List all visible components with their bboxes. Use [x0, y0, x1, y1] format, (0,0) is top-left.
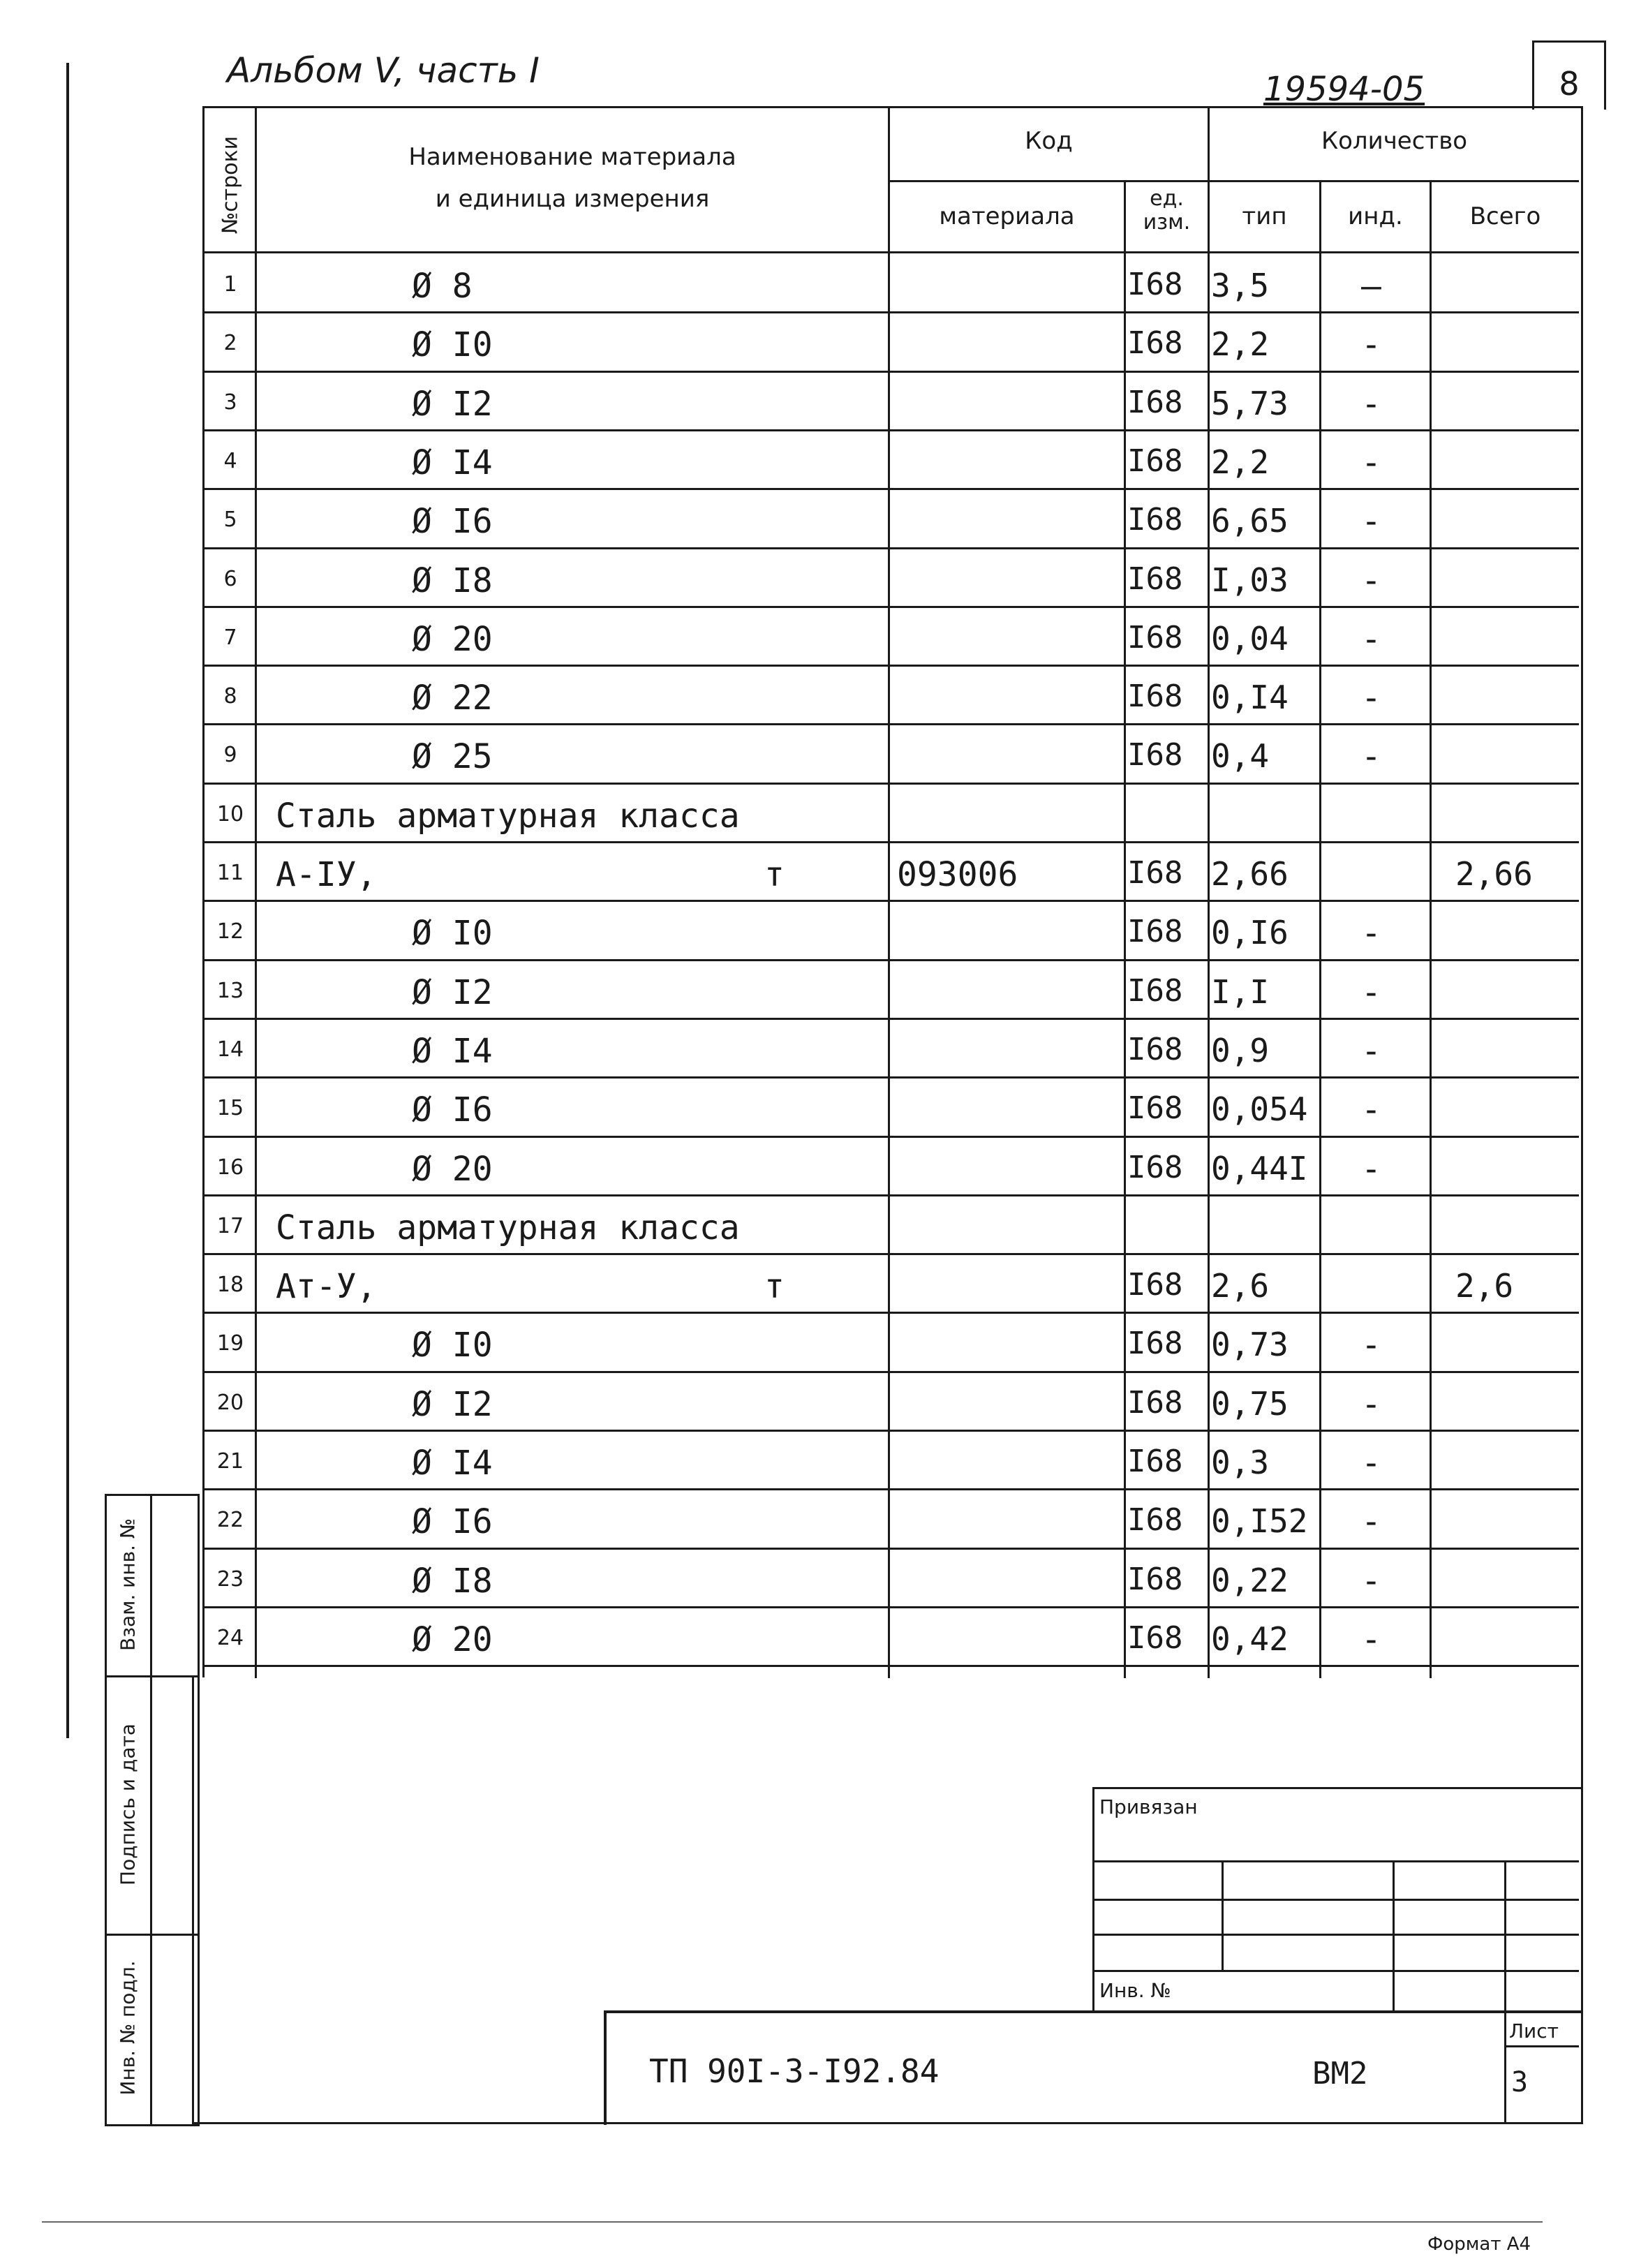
col-divider-name — [888, 106, 890, 1678]
qty-ind: - — [1361, 914, 1381, 954]
row-number: 8 — [223, 684, 237, 709]
material-name: Сталь арматурная класса — [276, 796, 740, 836]
row-number: 11 — [216, 861, 244, 885]
col-header-name-line1: Наименование материала — [408, 143, 736, 171]
qty-type: 0,75 — [1211, 1384, 1289, 1423]
material-name: Ø I8 — [412, 561, 493, 600]
qty-type: 0,I6 — [1211, 914, 1289, 952]
material-name: Ø 20 — [412, 619, 493, 659]
qty-ind: - — [1361, 737, 1381, 777]
side-stamp-podpis-data: Подпись и дата — [116, 1724, 139, 1885]
qty-type: 0,44I — [1211, 1149, 1308, 1187]
row-divider — [202, 429, 1579, 431]
qty-ind: - — [1361, 1561, 1381, 1601]
material-name: Ø I0 — [412, 1326, 493, 1365]
row-divider — [202, 1194, 1579, 1196]
unit-code: I68 — [1127, 1384, 1183, 1421]
qty-type: 0,42 — [1211, 1620, 1289, 1658]
row-divider — [202, 1606, 1579, 1608]
material-name: Ø I6 — [412, 1502, 493, 1542]
col-divider-unit — [1208, 106, 1210, 1678]
col-header-code-unit: ед. изм. — [1143, 186, 1191, 235]
material-name: Ат-У, — [276, 1267, 377, 1307]
col-divider-ind — [1430, 181, 1432, 1678]
qty-ind: - — [1361, 384, 1381, 424]
material-name: Ø I4 — [412, 443, 493, 482]
row-number: 13 — [216, 978, 244, 1003]
qty-ind: - — [1361, 1444, 1381, 1483]
side-stamp-cell-podpis — [105, 1675, 150, 1934]
qty-ind: — — [1361, 267, 1381, 306]
footer-format: Формат А4 — [1427, 2234, 1531, 2255]
row-number: 5 — [223, 507, 237, 533]
row-number: 20 — [216, 1390, 244, 1415]
col-divider-code — [1124, 181, 1126, 1678]
qty-type: 0,4 — [1211, 737, 1270, 776]
side-stamp-vzam-inv: Взам. инв. № — [116, 1518, 139, 1652]
unit-code: I68 — [1127, 1502, 1183, 1539]
row-number: 7 — [223, 625, 237, 650]
row-number: 22 — [216, 1508, 244, 1533]
material-name: Ø 20 — [412, 1620, 493, 1659]
qty-ind: - — [1361, 679, 1381, 718]
page-number: 8 — [1559, 65, 1580, 103]
privyazan-col-1 — [1222, 1860, 1224, 1972]
privyazan-col-2 — [1393, 1860, 1395, 2010]
qty-type: 0,I52 — [1211, 1502, 1308, 1541]
row-divider — [202, 1488, 1579, 1490]
material-name: А-IУ, — [276, 855, 377, 894]
material-name: Ø I6 — [412, 502, 493, 542]
row-number: 23 — [216, 1566, 244, 1592]
row-divider — [202, 311, 1579, 313]
unit-code: I68 — [1127, 1267, 1183, 1303]
unit-code: I68 — [1127, 443, 1183, 479]
material-name: Ø I0 — [412, 325, 493, 365]
row-number: 12 — [216, 919, 244, 944]
material-code: 093006 — [897, 855, 1018, 894]
col-header-rownum: №строки — [218, 135, 243, 235]
row-number: 1 — [223, 272, 237, 297]
unit-code: I68 — [1127, 737, 1183, 773]
row-number: 10 — [216, 801, 244, 827]
unit-code: I68 — [1127, 1620, 1183, 1656]
unit-code: I68 — [1127, 502, 1183, 538]
qty-type: 0,73 — [1211, 1326, 1289, 1364]
material-name: Ø I0 — [412, 914, 493, 954]
col-divider-type — [1319, 181, 1321, 1678]
material-name: Ø I2 — [412, 972, 493, 1012]
row-divider — [202, 1018, 1579, 1020]
sheet-number: 3 — [1511, 2066, 1529, 2098]
unit-code: I68 — [1127, 972, 1183, 1009]
qty-type: 0,9 — [1211, 1031, 1270, 1069]
table-bottom-line — [202, 1665, 1579, 1667]
row-number: 21 — [216, 1449, 244, 1474]
row-number: 18 — [216, 1273, 244, 1298]
privyazan-col-3 — [1504, 1860, 1506, 2010]
unit-code: I68 — [1127, 1326, 1183, 1362]
unit-code: I68 — [1127, 1561, 1183, 1597]
qty-ind: - — [1361, 325, 1381, 365]
qty-type: 5,73 — [1211, 384, 1289, 422]
unit-code: I68 — [1127, 1090, 1183, 1127]
row-number: 19 — [216, 1331, 244, 1356]
material-unit: т — [764, 855, 785, 894]
material-name: Ø I8 — [412, 1561, 493, 1601]
row-divider — [202, 488, 1579, 490]
material-name: Ø I2 — [412, 384, 493, 424]
qty-total: 2,6 — [1455, 1267, 1514, 1305]
side-stamp-cell-vzam — [105, 1494, 150, 1675]
material-name: Ø 25 — [412, 737, 493, 777]
binding-line — [66, 63, 69, 1738]
row-number: 14 — [216, 1037, 244, 1062]
qty-type: 6,65 — [1211, 502, 1289, 540]
qty-type: 0,22 — [1211, 1561, 1289, 1599]
qty-total: 2,66 — [1455, 855, 1533, 893]
row-divider — [202, 1076, 1579, 1079]
col-header-rownum-box — [206, 119, 255, 251]
row-number: 3 — [223, 390, 237, 415]
col-header-code-material: материала — [939, 202, 1075, 230]
row-divider — [202, 1253, 1579, 1255]
qty-ind: - — [1361, 1620, 1381, 1659]
qty-ind: - — [1361, 1502, 1381, 1542]
unit-code: I68 — [1127, 1444, 1183, 1479]
qty-ind: - — [1361, 1031, 1381, 1071]
row-divider — [202, 1371, 1579, 1373]
album-title: Альбом V, часть I — [227, 50, 540, 91]
qty-type: I,I — [1211, 972, 1270, 1011]
col-header-code: Код — [1025, 127, 1073, 155]
unit-code: I68 — [1127, 325, 1183, 362]
qty-ind: - — [1361, 561, 1381, 600]
row-divider — [202, 723, 1579, 725]
page-number-box — [1532, 40, 1606, 110]
material-unit: т — [764, 1267, 785, 1307]
unit-code: I68 — [1127, 1031, 1183, 1067]
qty-type: 0,3 — [1211, 1444, 1270, 1481]
row-number: 6 — [223, 566, 237, 591]
row-number: 17 — [216, 1213, 244, 1238]
qty-ind: - — [1361, 1326, 1381, 1365]
row-divider — [202, 547, 1579, 549]
qty-type: I,03 — [1211, 561, 1289, 599]
qty-ind: - — [1361, 1090, 1381, 1130]
row-divider — [202, 1548, 1579, 1550]
unit-code: I68 — [1127, 267, 1183, 302]
header-bottom-line — [202, 251, 1579, 253]
qty-type: 0,04 — [1211, 619, 1289, 658]
qty-type: 2,66 — [1211, 855, 1289, 893]
material-name: Ø I6 — [412, 1090, 493, 1130]
col-divider-rownum — [255, 106, 257, 1678]
col-header-qty: Количество — [1321, 127, 1468, 155]
side-stamp-divider — [150, 1494, 152, 2124]
material-name: Ø I4 — [412, 1444, 493, 1483]
qty-type: 2,2 — [1211, 443, 1270, 481]
material-name: Ø 8 — [412, 267, 473, 306]
row-number: 24 — [216, 1625, 244, 1650]
row-divider — [202, 900, 1579, 902]
sheet-mark: ВМ2 — [1312, 2056, 1368, 2091]
qty-type: 2,2 — [1211, 325, 1270, 364]
qty-type: 0,054 — [1211, 1090, 1308, 1129]
row-divider — [202, 606, 1579, 608]
row-number: 2 — [223, 331, 237, 356]
qty-ind: - — [1361, 619, 1381, 659]
unit-code: I68 — [1127, 561, 1183, 597]
qty-ind: - — [1361, 1384, 1381, 1424]
unit-code: I68 — [1127, 1149, 1183, 1185]
row-divider — [202, 959, 1579, 961]
inv-no-label: Инв. № — [1099, 1979, 1171, 2002]
unit-code: I68 — [1127, 855, 1183, 891]
col-header-name-line2: и единица измерения — [435, 185, 710, 213]
unit-code: I68 — [1127, 679, 1183, 715]
material-name: Сталь арматурная класса — [276, 1208, 740, 1247]
unit-code: I68 — [1127, 914, 1183, 950]
title-block-sheet-divider — [1504, 2010, 1506, 2122]
material-name: Ø 22 — [412, 679, 493, 718]
title-block-sheet-line — [1504, 2045, 1579, 2047]
row-divider — [202, 1136, 1579, 1138]
row-divider — [202, 841, 1579, 843]
doc-code: ТП 90I-3-I92.84 — [649, 2052, 940, 2090]
qty-ind: - — [1361, 502, 1381, 542]
privyazan-label: Привязан — [1099, 1795, 1198, 1818]
row-number: 15 — [216, 1096, 244, 1121]
unit-code: I68 — [1127, 619, 1183, 655]
row-divider — [202, 371, 1579, 373]
row-number: 9 — [223, 743, 237, 768]
qty-type: 0,I4 — [1211, 679, 1289, 717]
col-header-qty-total: Всего — [1469, 202, 1541, 230]
material-name: Ø 20 — [412, 1149, 493, 1189]
sheet-label: Лист — [1509, 2019, 1559, 2043]
row-divider — [202, 1430, 1579, 1432]
side-stamp-inv-podl: Инв. № подл. — [116, 1960, 139, 2096]
unit-code: I68 — [1127, 384, 1183, 420]
material-name: Ø I4 — [412, 1031, 493, 1071]
row-number: 16 — [216, 1155, 244, 1180]
qty-ind: - — [1361, 972, 1381, 1012]
material-name: Ø I2 — [412, 1384, 493, 1424]
row-divider — [202, 665, 1579, 667]
header-subdivider — [888, 180, 1579, 182]
qty-type: 2,6 — [1211, 1267, 1270, 1305]
qty-ind: - — [1361, 1149, 1381, 1189]
doc-number: 19594-05 — [1263, 70, 1425, 109]
footer-line — [42, 2221, 1543, 2223]
row-divider — [202, 783, 1579, 785]
side-stamp-cell-inv — [105, 1934, 150, 2122]
row-number: 4 — [223, 448, 237, 473]
qty-ind: - — [1361, 443, 1381, 482]
col-header-qty-type: тип — [1242, 202, 1287, 230]
col-header-qty-ind: инд. — [1348, 202, 1403, 230]
row-divider — [202, 1312, 1579, 1314]
qty-type: 3,5 — [1211, 267, 1270, 304]
